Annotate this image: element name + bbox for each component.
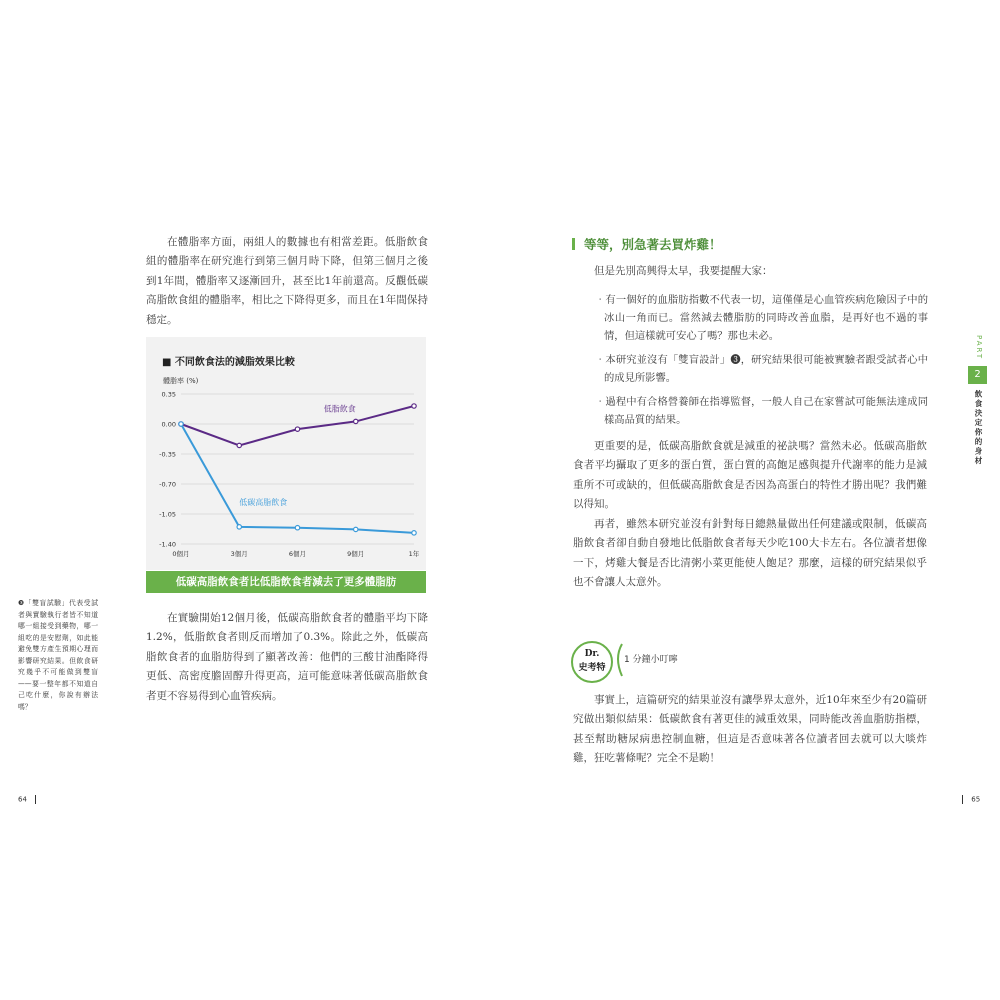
folio-rule	[35, 795, 36, 804]
bullet-item: ‧本研究並沒有「雙盲設計」❸，研究結果很可能被實驗者跟受試者心中的成見所影響。	[595, 354, 928, 384]
y-tick-label: 0.35	[161, 390, 176, 399]
part-number: 2	[968, 366, 987, 384]
y-tick-label: -1.40	[159, 540, 176, 549]
body-paragraph: 在實驗開始12個月後，低碳高脂飲食者的體脂平均下降1.2%，低脂飲食者則反而增加了0.3%。除此之外，低碳高脂飲食者的血脂肪得到了顯著改善：他們的三酸甘油酯降得更低、高密度膽固醇升得更高，這可能意味著低碳高脂飲食者更不容易得到心血管疾病。	[146, 612, 428, 702]
folio-number: 64	[18, 795, 27, 804]
section-heading: 等等，別急著去買炸雞！	[584, 237, 722, 252]
body-paragraph: 再者，雖然本研究並沒有針對每日總熱量做出任何建議或限制，低碳高脂飲食者卻自動自發地比低脂飲食者每天少吃100大卡左右。各位讀者想像一下，烤雞大餐是否比清粥小菜更能使人飽足？那麼，這樣的研究結果似乎也不會讓人太意外。	[573, 518, 927, 589]
body-paragraph: 事實上，這篇研究的結果並沒有讓學界太意外，近10年來至少有20篇研究做出類似結果：低碳飲食有著更佳的減重效果，同時能改善血脂肪指標，甚至幫助糖尿病患控制血糖，但這是否意味著各位讀者回去就可以大啖炸雞，狂吃薯條呢？完全不是喲！	[573, 694, 927, 765]
page-number-left	[18, 795, 36, 804]
data-point	[179, 422, 183, 426]
folio-rule	[962, 795, 963, 804]
y-tick-label: 0.00	[161, 420, 176, 429]
intro-paragraph: 在體脂率方面，兩組人的數據也有相當差距。低脂飲食組的體脂率在研究進行到第三個月時下降，但第三個月之後到1年間，體脂率又逐漸回升，甚至比1年前還高。反觀低碳高脂飲食組的體脂率，相比之下降得更多，而且在1年間保持穩定。	[146, 236, 428, 326]
dr-name: 史考特	[578, 663, 606, 673]
part-title: 飲食決定你的身材	[974, 390, 983, 466]
folio-number: 65	[971, 795, 981, 804]
data-point	[354, 527, 358, 531]
series-label: 低碳高脂飲食	[239, 497, 288, 507]
data-point	[354, 419, 358, 423]
series-line	[181, 424, 414, 533]
data-point	[295, 427, 299, 431]
bullet-list	[590, 291, 928, 429]
lead-line: 但是先別高興得太早，我要提醒大家：	[594, 265, 773, 277]
x-tick-label: 1年	[408, 550, 420, 558]
part-label: PART	[975, 335, 983, 361]
page-number-right	[962, 795, 980, 804]
x-tick-label: 9個月	[347, 550, 365, 558]
y-tick-label: -0.70	[159, 480, 176, 489]
chart-title: ■ 不同飲食法的減脂效果比較	[162, 357, 295, 368]
bullet-item: ‧有一個好的血脂肪指數不代表一切，這僅僅是心血管疾病危險因子中的冰山一角而已。當然減去體脂肪的同時改善血脂，是再好也不過的事情，但這樣就可安心了嗎？那也未必。	[595, 294, 928, 342]
x-tick-label: 0個月	[172, 550, 190, 558]
dr-title: Dr.	[584, 649, 600, 659]
data-point	[412, 404, 416, 408]
data-point	[237, 443, 241, 447]
x-tick-label: 6個月	[288, 550, 307, 558]
y-tick-label: -1.05	[159, 510, 176, 519]
fat-loss-line-chart	[146, 337, 426, 570]
y-axis-label: 體脂率 (%)	[163, 377, 199, 385]
data-point	[237, 525, 241, 529]
y-tick-label: -0.35	[159, 450, 176, 459]
tip-label: 1 分鐘小叮嚀	[624, 655, 678, 665]
bullet-item: ‧過程中有合格營養師在指導監督，一般人自己在家嘗試可能無法達成同樣高品質的結果。	[595, 396, 928, 426]
data-point	[295, 526, 299, 530]
heading-accent-bar	[572, 238, 575, 250]
series-label: 低脂飲食	[323, 404, 356, 414]
data-point	[412, 531, 416, 535]
footnote: ❸「雙盲試驗」代表受試者與實驗執行者皆不知道哪一組接受到藥物，哪一組吃的是安慰劑，如此能避免雙方產生預期心理而影響研究結果。但飲食研究幾乎不可能做到雙盲——要一整年都不知道自己吃什麼，你說有辦法嗎？	[18, 599, 98, 711]
series-line	[181, 406, 414, 445]
chart-caption: 低碳高脂飲食者比低脂飲食者減去了更多體脂肪	[146, 571, 426, 593]
x-tick-label: 3個月	[230, 550, 248, 558]
body-paragraph: 更重要的是，低碳高脂飲食就是減重的祕訣嗎？當然未必。低碳高脂飲食者平均攝取了更多的蛋白質，蛋白質的高飽足感與提升代謝率的能力是減重所不可或缺的，但低碳高脂飲食是否因為高蛋白的特性才勝出呢？我們難以得知。	[573, 440, 927, 511]
